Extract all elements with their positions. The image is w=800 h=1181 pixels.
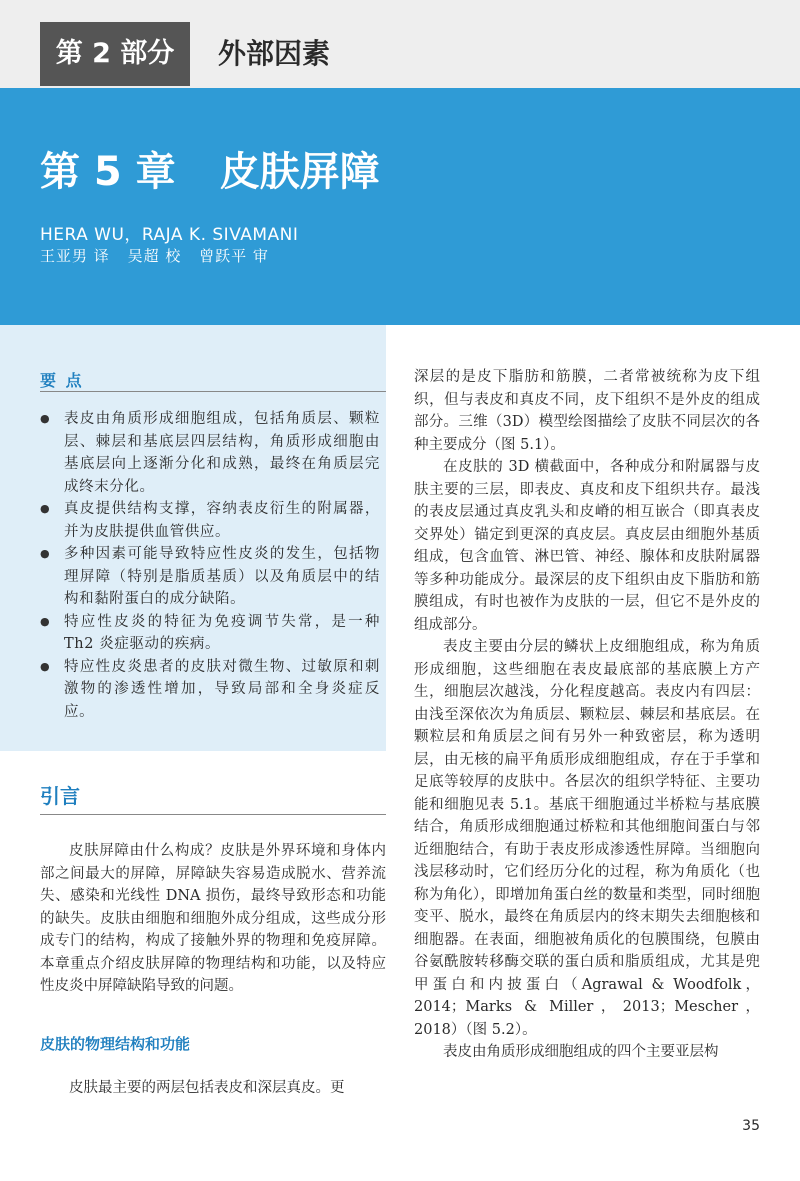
reviewer-credit: 曾跃平 审 [199,247,269,265]
key-points-divider [40,391,386,392]
key-point-item: ● 表皮由角质形成细胞组成，包括角质层、颗粒层、棘层和基底层四层结构，角质形成细胞由基底层向上逐渐分化和成熟，最终在角质层完成终末分化。 [40,408,380,498]
page-number: 35 [742,1118,760,1134]
section-subheading: 皮肤的物理结构和功能 [40,1035,191,1053]
key-points-list [40,408,380,723]
translation-credits [40,245,281,266]
translator-credit: 王亚男 译 [40,247,110,265]
chapter-authors: HERA WU，RAJA K. SIVAMANI [40,225,299,245]
introduction-divider [40,814,386,815]
chapter-title [40,140,380,197]
introduction-heading: 引言 [40,784,80,808]
part-label: 第 2 部分 [40,22,190,86]
key-point-item: ● 真皮提供结构支撑，容纳表皮衍生的附属器，并为皮肤提供血管供应。 [40,498,380,543]
chapter-banner [0,88,800,325]
chapter-name: 皮肤屏障 [219,149,380,195]
body-paragraph-continued: 深层的是皮下脂肪和筋膜，二者常被统称为皮下组织，但与表皮和真皮不同，皮下组织不是外皮的组成部分。三维（3D）模型绘图描绘了皮肤不同层次的各种主要成分（图 5.1）。 [414,369,760,453]
body-paragraph: 表皮主要由分层的鳞状上皮细胞组成，称为角质形成细胞，这些细胞在表皮最底部的基底膜上方产生，细胞层次越浅，分化程度越高。表皮内有四层：由浅至深依次为角质层、颗粒层、棘层和基底层。在颗粒层和角质层之间有另外一种致密层，称为透明层，由无核的扁平角质形成细胞组成，存在于手掌和足底等较厚的皮肤中。各层次的组织学特征、主要功能和细胞见表 5.1。基底干细胞通过半桥粒与基底膜结合，角质形成细胞通过桥粒和其他细胞间蛋白与邻近细胞结合，有助于表皮形成渗透性屏障。当细胞向浅层移动时，它们经历分化的过程，称为角质化（也称为角化），即增加角蛋白丝的数量和类型，同时细胞变平、脱水，最终在角质层内的终末期失去细胞核和细胞器。在表面，细胞被角质化的包膜围绕，包膜由谷氨酰胺转移酶交联的蛋白质和脂质组成，尤其是兜甲蛋白和内披蛋白（Agrawal & Woodfolk，2014；Marks & Miller，2013；Mescher，2018）（图 5.2）。 [414,639,760,1038]
proofreader-credit: 吴超 校 [127,247,182,265]
key-points-heading: 要 点 [40,371,84,390]
body-paragraph: 在皮肤的 3D 横截面中，各种成分和附属器与皮肤主要的三层，即表皮、真皮和皮下组织共存。最浅的表皮层通过真皮乳头和皮嵴的相互嵌合（即真表皮交界处）锚定到更深的真皮层。真皮层由细胞外基质组成，包含血管、淋巴管、神经、腺体和皮肤附属器等多种功能成分。最深层的皮下组织由皮下脂肪和筋膜组成，有时也被作为皮肤的一层，但它不是外皮的组成部分。 [414,459,760,633]
right-column [414,366,760,1064]
introduction-paragraph: 皮肤屏障由什么构成？皮肤是外界环境和身体内部之间最大的屏障，屏障缺失容易造成脱水、营养流失、感染和光线性 DNA 损伤，最终导致形态和功能的缺失。皮肤由细胞和细胞外成分组成，这些成分形成专门的结构，构成了接触外界的物理和免疫屏障。本章重点介绍皮肤屏障的物理结构和功能，以及特应性皮炎中屏障缺陷导致的问题。 [40,843,386,994]
key-point-item: ● 特应性皮炎的特征为免疫调节失常，是一种 Th2 炎症驱动的疾病。 [40,611,380,656]
body-paragraph: 皮肤最主要的两层包括表皮和深层真皮。更 [69,1080,345,1096]
key-point-item: ● 多种因素可能导致特应性皮炎的发生，包括物理屏障（特别是脂质基质）以及角质层中的结构和黏附蛋白的成分缺陷。 [40,543,380,611]
key-point-item: ● 特应性皮炎患者的皮肤对微生物、过敏原和刺激物的渗透性增加，导致局部和全身炎症反应。 [40,656,380,724]
part-title: 外部因素 [218,37,331,70]
chapter-number: 第 5 章 [40,149,176,195]
body-paragraph: 表皮由角质形成细胞组成的四个主要亚层构 [443,1044,719,1060]
